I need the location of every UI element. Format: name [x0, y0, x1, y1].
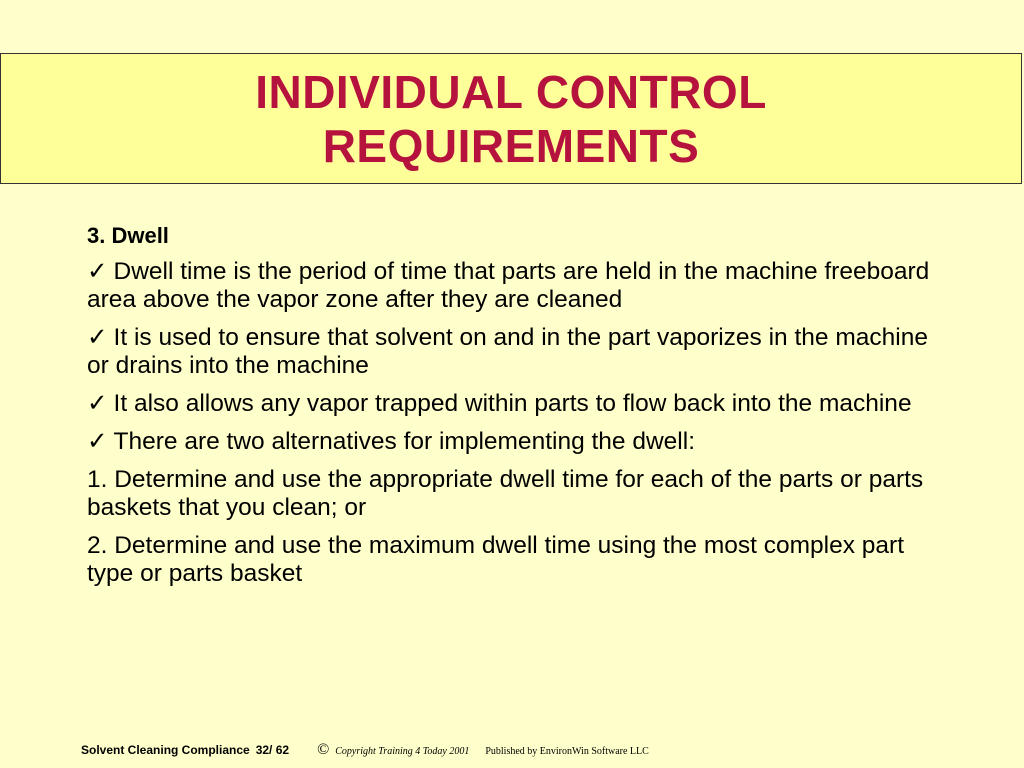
slide-title-line-1: INDIVIDUAL CONTROL — [255, 65, 767, 118]
slide-body — [87, 222, 937, 598]
copyright-icon: © — [317, 741, 330, 758]
copyright-text: Copyright Training 4 Today 2001 — [335, 746, 470, 757]
bullet-item — [87, 324, 937, 380]
bullet-text: It is used to ensure that solvent on and in the part vaporizes in the machine or drains into the machine — [87, 324, 928, 379]
slide-footer — [81, 741, 649, 759]
course-name: Solvent Cleaning Compliance — [81, 743, 250, 757]
bullet-text: It also allows any vapor trapped within parts to flow back into the machine — [113, 390, 912, 417]
bullet-item — [87, 258, 937, 314]
checkmark-icon: ✓ — [87, 390, 108, 417]
checkmark-icon: ✓ — [87, 258, 108, 285]
checkmark-icon: ✓ — [87, 324, 108, 351]
numbered-item: 2. Determine and use the maximum dwell time using the most complex part type or parts basket — [87, 532, 905, 587]
page-number: 32/ 62 — [255, 743, 290, 757]
bullet-text: Dwell time is the period of time that parts are held in the machine freeboard area above the vapor zone after they are cleaned — [87, 258, 930, 313]
bullet-item — [87, 428, 937, 456]
bullet-item — [87, 390, 937, 418]
publisher-text: Published by EnvironWin Software LLC — [485, 746, 649, 757]
title-banner — [0, 53, 1022, 184]
numbered-item: 1. Determine and use the appropriate dwell time for each of the parts or parts baskets that you clean; or — [87, 466, 924, 521]
section-heading: 3. Dwell — [87, 223, 169, 248]
bullet-text: There are two alternatives for implementing the dwell: — [113, 428, 695, 455]
checkmark-icon: ✓ — [87, 428, 108, 455]
slide-title-line-2: REQUIREMENTS — [322, 119, 700, 172]
